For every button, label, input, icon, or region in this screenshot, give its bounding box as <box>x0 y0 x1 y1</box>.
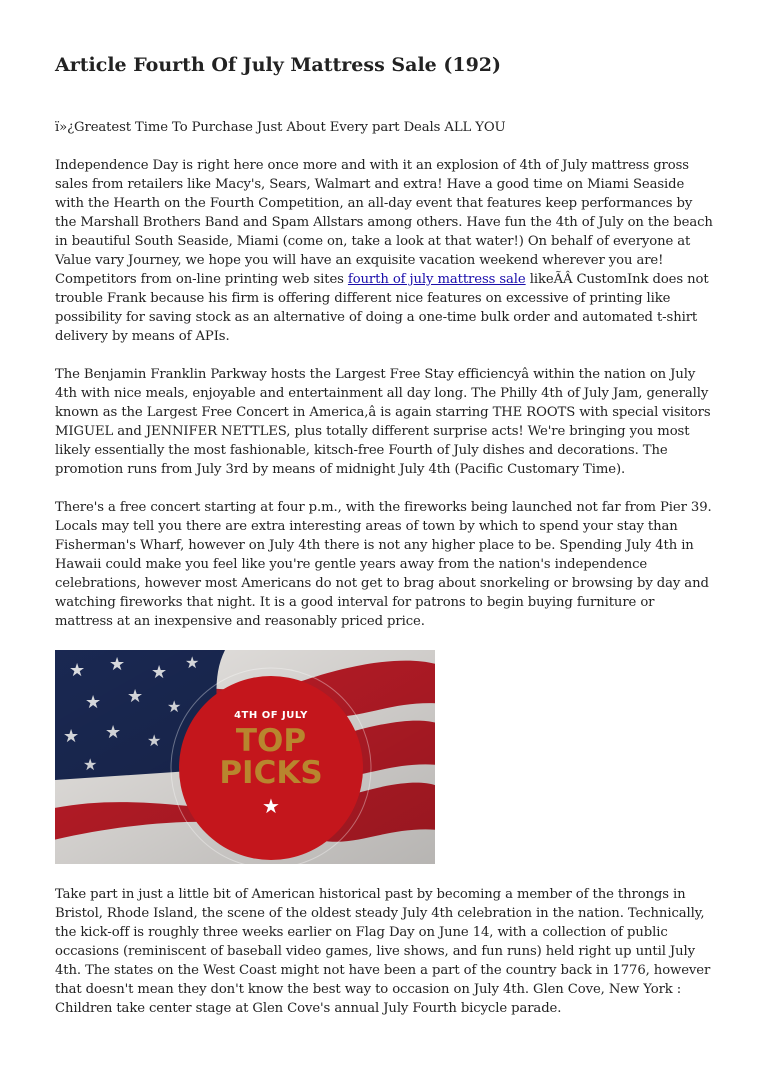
paragraph-3: There's a free concert starting at four p.m., with the fireworks being launched not far from Pier 39. Locals may tell you there are extra interesting areas of town by which to spend your stay than Fisherman's Wharf, however on July 4th there is not any higher place to be. Spending July 4th in Hawaii could make you feel like you're gentle years away from the nation's independence celebrations, however most Americans do not get to brag about snorkeling or browsing by day and watching fireworks that night. It is a good interval for patrons to begin buying furniture or mattress at an inexpensive and reasonably priced price. <box>55 500 712 629</box>
paragraph-1-end: likeÃÂ CustomInk does not trouble Frank because his firm is offering different nice features on excessive of printing like possibility for saving stock as an alternative of doing a one-time bulk order and automated t-shirt delivery by means of APIs. <box>55 272 709 344</box>
badge-top-text: 4TH OF JULY <box>234 710 308 721</box>
badge-line-2: PICKS <box>219 755 323 791</box>
paragraph-2: The Benjamin Franklin Parkway hosts the Largest Free Stay efficiencyâ within the nation on July 4th with nice meals, enjoyable and entertainment all day long. The Philly 4th of July Jam, generally known as the Largest Free Concert in America,â is again starring THE ROOTS with special visitors MIGUEL and JENNIFER NETTLES, plus totally different surprise acts! We're bringing you most likely essentially the most fashionable, kitsch-free Fourth of July dishes and decorations. The promotion runs from July 3rd by means of midnight July 4th (Pacific Customary Time). <box>55 367 711 477</box>
paragraph-4: Take part in just a little bit of American historical past by becoming a member of the throngs in Bristol, Rhode Island, the scene of the oldest steady July 4th celebration in the nation. Technically, the kick-off is roughly three weeks earlier on Flag Day on June 14, with a collection of public occasions (reminiscent of baseball video games, live shows, and fun runs) held right up until July 4th. The states on the West Coast might not have been a part of the country back in 1776, however that doesn't mean they don't know the best way to occasion on July 4th. Glen Cove, New York : Children take center stage at Glen Cove's annual July Fourth bicycle parade. <box>55 887 711 1016</box>
badge-line-1: TOP <box>235 723 307 759</box>
star-icon: ★ <box>262 794 280 818</box>
intro-line: ï»¿Greatest Time To Purchase Just About Every part Deals ALL YOU <box>55 120 506 135</box>
fourth-of-july-image <box>55 650 435 864</box>
article <box>55 52 715 1037</box>
paragraph-1-start: Independence Day is right here once more and with it an explosion of 4th of July mattress gross sales from retailers like Macy's, Sears, Walmart and extra! Have a good time on Miami Seaside with the Hearth on the Fourth Competition, an all-day event that features keep performances by the Marshall Brothers Band and Spam Allstars among others. Have fun the 4th of July on the beach in beautiful South Seaside, Miami (come on, take a look at that water!) On behalf of everyone at Value vary Journey, we hope you will have an exquisite vacation weekend wherever you are! Competitors from on-line printing web sites <box>55 158 713 287</box>
paragraph-1 <box>55 156 715 346</box>
article-title: Article Fourth Of July Mattress Sale (192) <box>55 54 501 76</box>
mattress-sale-link[interactable]: fourth of july mattress sale <box>347 272 526 287</box>
